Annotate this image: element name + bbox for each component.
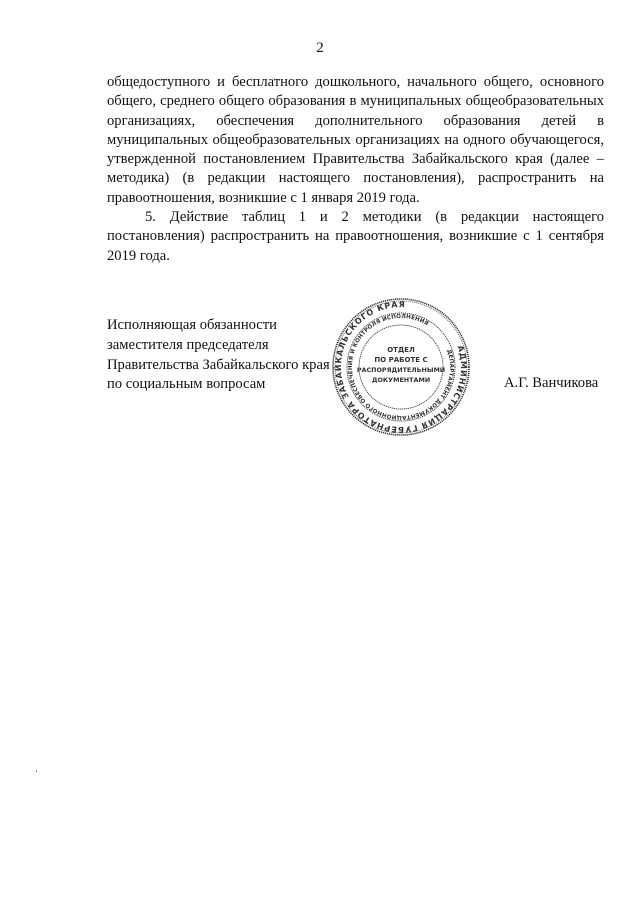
position-line: по социальным вопросам [107, 376, 266, 393]
position-line: Исполняющая обязанности [107, 317, 277, 333]
stamp-center-line: ОТДЕЛ [387, 346, 415, 354]
position-line: заместителя председателя [107, 336, 269, 353]
stamp-center-line: ДОКУМЕНТАМИ [371, 376, 431, 384]
stamp-center-line: РАСПОРЯДИТЕЛЬНЫМИ [356, 366, 446, 374]
scan-artifact [36, 770, 37, 772]
paragraph-continuation: общедоступного и бесплатного дошкольного, начального общего, основного общего, среднего общего образования в муниципальных общеобразовательных организациях, обеспечения дополнительного образования детей в муниципальных общеобразовательных организациях на одного обучающегося, утвержденной постановлением Правительства Забайкальского края (далее – методика) (в редакции настоящего постановления), распространить на правоотношения, возникшие с 1 января 2019 года. [107, 74, 604, 206]
paragraph-5: 5. Действие таблиц 1 и 2 методики (в редакции настоящего постановления) распространить на правоотношения, возникшие с 1 сентября 2019 года. [107, 209, 604, 264]
position-line: Правительства Забайкальского края [107, 356, 330, 373]
page-number: 2 [316, 40, 324, 56]
stamp-center-line: ПО РАБОТЕ С [374, 356, 428, 364]
stamp-outer-text: АДМИНИСТРАЦИЯ ГУБЕРНАТОРА ЗАБАЙКАЛЬСКОГО КРАЯ [333, 299, 469, 435]
signatory-position [107, 316, 347, 395]
stamp-inner-text: ДЕПАРТАМЕНТ ДОКУМЕНТАЦИОННОГО ОБЕСПЕЧЕНИЯ И КОНТРОЛЯ ИСПОЛНЕНИЯ [347, 313, 455, 421]
signatory-name: А.Г. Ванчикова [504, 375, 599, 391]
official-seal-stamp [331, 297, 471, 437]
document-body [107, 73, 604, 266]
